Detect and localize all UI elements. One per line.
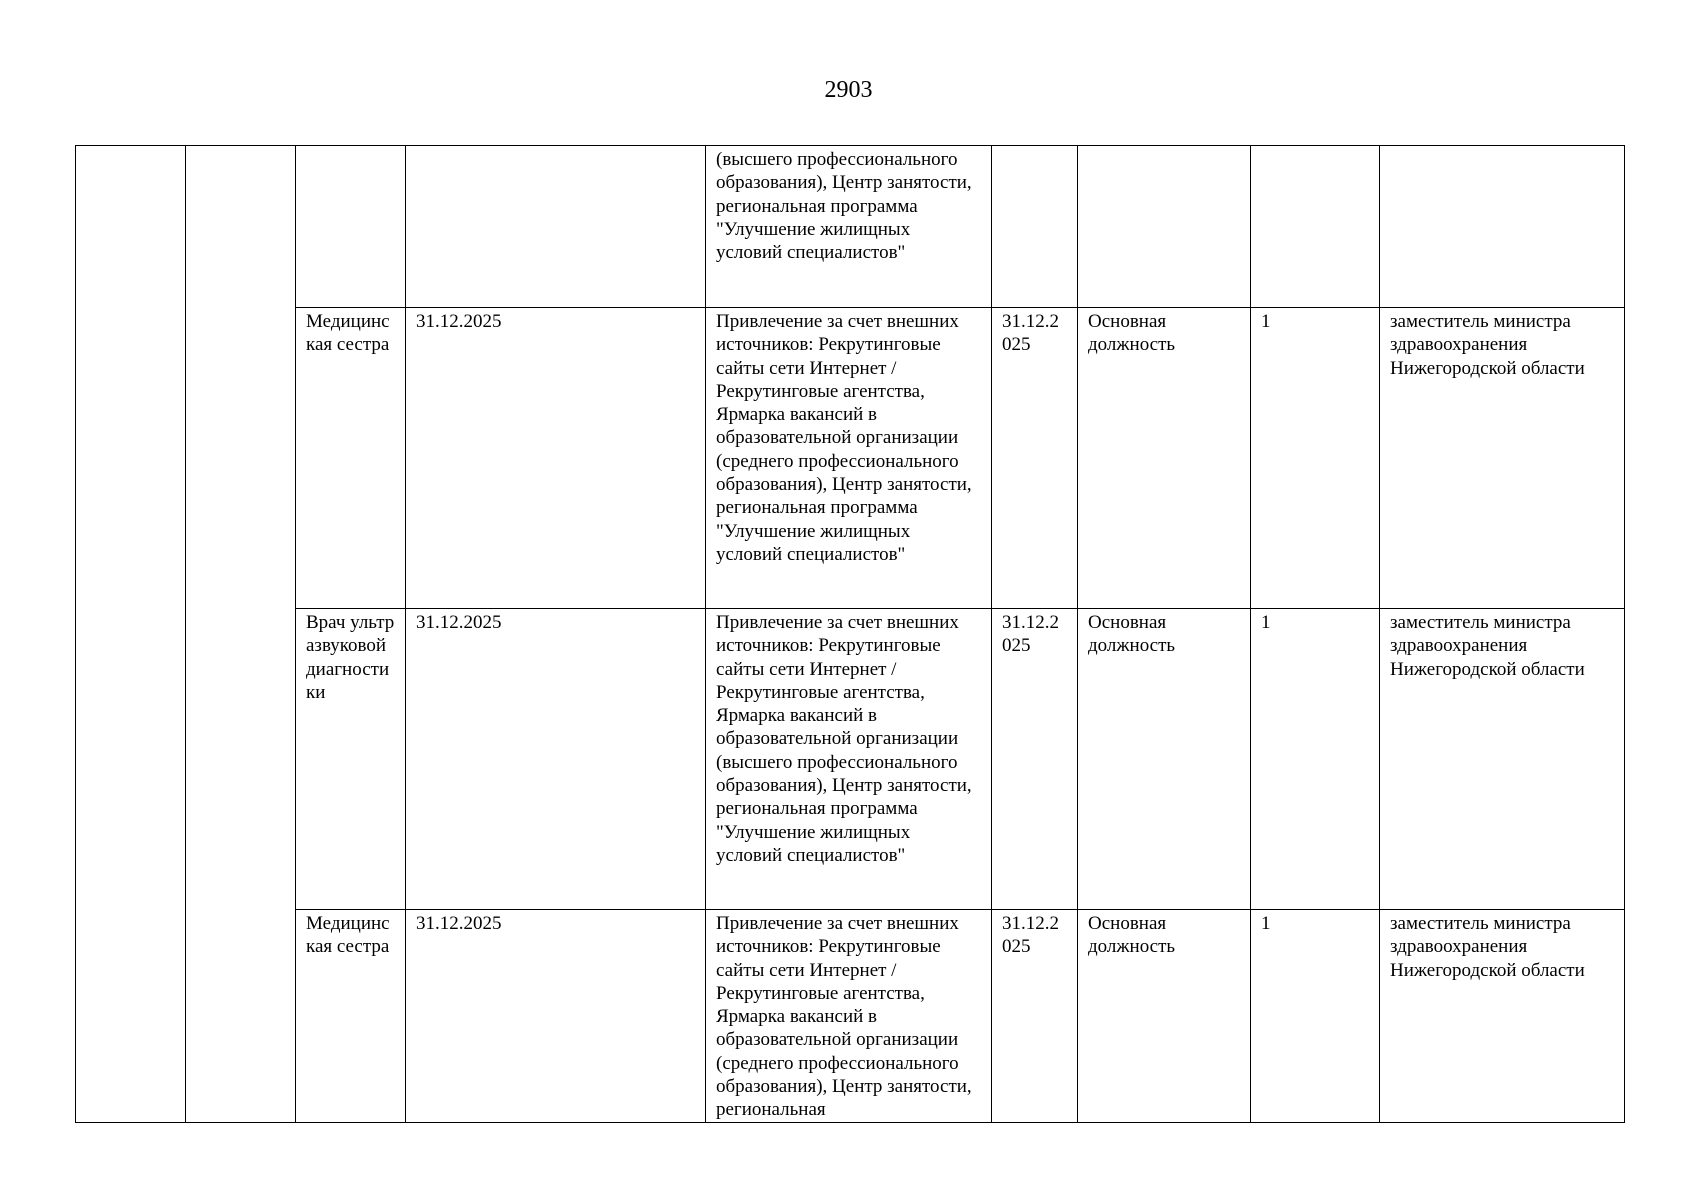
responsible-cell: заместитель министра здравоохранения Нижегородской области [1380, 910, 1625, 1123]
responsible-cell [1380, 146, 1625, 308]
merged-cell-col1 [76, 146, 186, 1123]
count-cell [1251, 146, 1380, 308]
description-cell: Привлечение за счет внешних источников: Рекрутинговые сайты сети Интернет / Рекрутинговые агентства, Ярмарка вакансий в образовательной организации (среднего профессионального образования), Центр занятости, региональная [706, 910, 992, 1123]
table-row [76, 609, 1625, 910]
count-cell: 1 [1251, 308, 1380, 609]
position-cell: Медицинская сестра [296, 910, 406, 1123]
responsible-cell: заместитель министра здравоохранения Нижегородской области [1380, 308, 1625, 609]
position-cell [296, 146, 406, 308]
deadline-cell: 31.12.2025 [992, 910, 1078, 1123]
responsible-cell: заместитель министра здравоохранения Нижегородской области [1380, 609, 1625, 910]
date-cell: 31.12.2025 [406, 910, 706, 1123]
deadline-cell: 31.12.2025 [992, 609, 1078, 910]
merged-cell-col2 [186, 146, 296, 1123]
date-cell [406, 146, 706, 308]
employment-type-cell [1078, 146, 1251, 308]
count-cell: 1 [1251, 609, 1380, 910]
date-cell: 31.12.2025 [406, 609, 706, 910]
employment-type-cell: Основная должность [1078, 308, 1251, 609]
vacancy-table [75, 145, 1625, 1123]
position-cell: Медицинская сестра [296, 308, 406, 609]
count-cell: 1 [1251, 910, 1380, 1123]
position-cell: Врач ультразвуковой диагностики [296, 609, 406, 910]
table-row [76, 910, 1625, 1123]
employment-type-cell: Основная должность [1078, 609, 1251, 910]
date-cell: 31.12.2025 [406, 308, 706, 609]
table-row-continuation [76, 146, 1625, 308]
description-cell: Привлечение за счет внешних источников: Рекрутинговые сайты сети Интернет / Рекрутинговые агентства, Ярмарка вакансий в образовательной организации (среднего профессионального образования), Центр занятости, региональная программа "Улучшение жилищных условий специалистов" [706, 308, 992, 609]
table-row [76, 308, 1625, 609]
employment-type-cell: Основная должность [1078, 910, 1251, 1123]
page-number: 2903 [824, 77, 873, 103]
deadline-cell [992, 146, 1078, 308]
description-cell: Привлечение за счет внешних источников: Рекрутинговые сайты сети Интернет / Рекрутинговые агентства, Ярмарка вакансий в образовательной организации (высшего профессионального образования), Центр занятости, региональная программа "Улучшение жилищных условий специалистов" [706, 609, 992, 910]
deadline-cell: 31.12.2025 [992, 308, 1078, 609]
description-cell: (высшего профессионального образования), Центр занятости, региональная программа "Улучшение жилищных условий специалистов" [706, 146, 992, 308]
